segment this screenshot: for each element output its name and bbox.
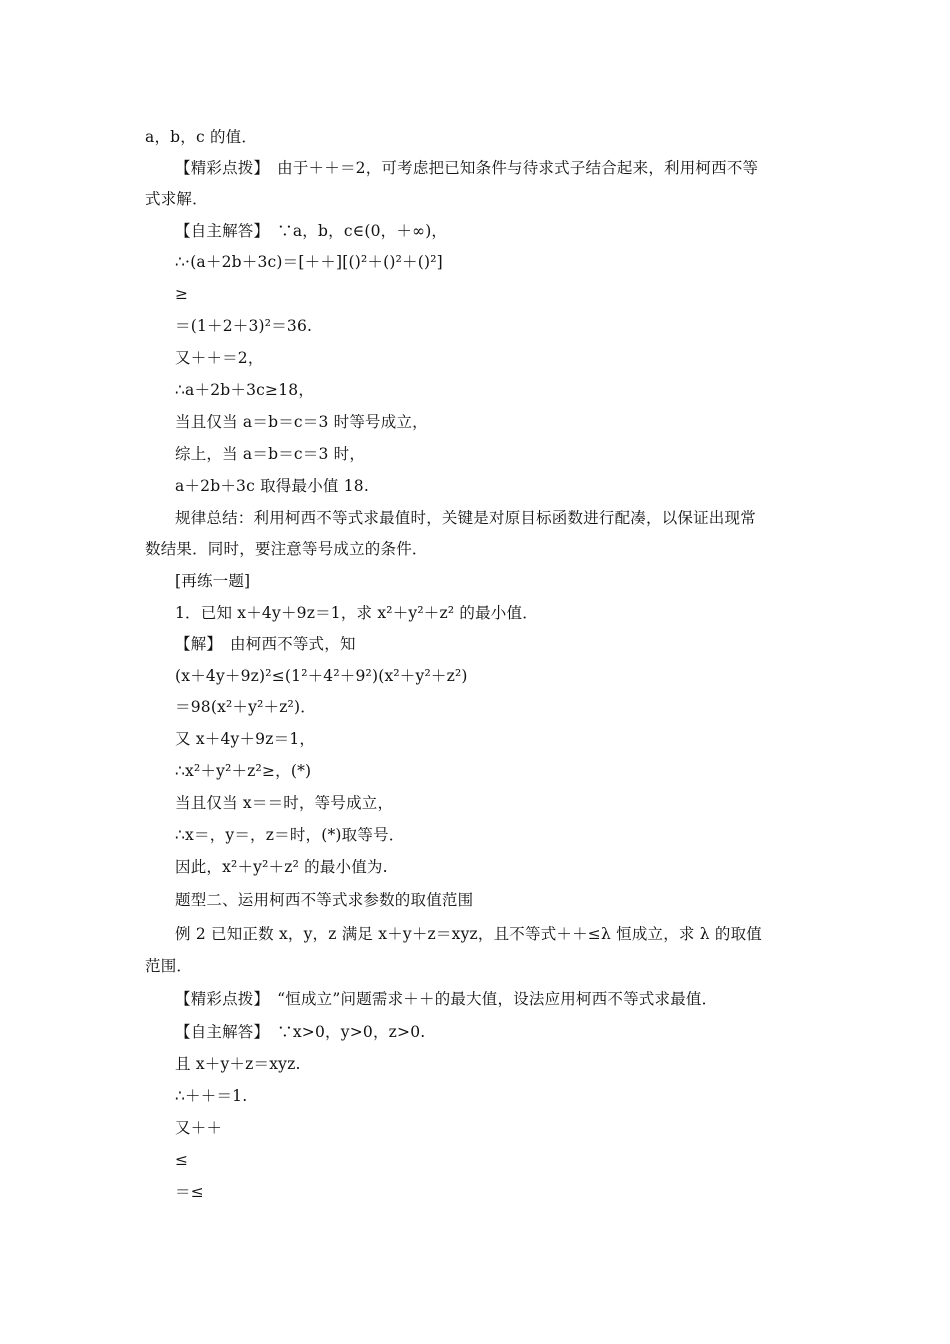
- text-line: 因此，x²＋y²＋z² 的最小值为.: [175, 858, 388, 876]
- text-line: 综上，当 a＝b＝c＝3 时，: [175, 445, 366, 463]
- text-line: 当且仅当 x＝＝时，等号成立，: [175, 794, 394, 812]
- text-line: ＝(1＋2＋3)²＝36.: [175, 317, 313, 335]
- text-line: 数结果．同时，要注意等号成立的条件．: [145, 540, 428, 558]
- text-line: 【精彩点拨】 “恒成立”问题需求＋＋的最大值，设法应用柯西不等式求最值．: [175, 990, 718, 1008]
- text-line: ∴x＝，y＝，z＝时，(*)取等号．: [175, 826, 405, 844]
- text-line: a，b，c 的值．: [145, 128, 258, 146]
- text-line: (x＋4y＋9z)²≤(1²＋4²＋9²)(x²＋y²＋z²): [175, 667, 468, 685]
- text-line: ＝98(x²＋y²＋z²)．: [175, 698, 316, 716]
- text-line: 又＋＋＝2，: [175, 349, 264, 367]
- text-line: 【解】 由柯西不等式，知: [175, 635, 356, 653]
- text-line: 又 x＋4y＋9z＝1，: [175, 730, 316, 748]
- text-line: ∴·(a＋2b＋3c)＝[＋＋][()²＋()²＋()²]: [175, 253, 443, 271]
- text-line: 又＋＋: [175, 1119, 223, 1137]
- text-line: 【自主解答】 ∵x>0，y>0，z>0.: [175, 1023, 426, 1041]
- text-line: ∴＋＋＝1.: [175, 1087, 248, 1105]
- text-line: a＋2b＋3c 取得最小值 18.: [175, 477, 369, 495]
- section-heading: 题型二、运用柯西不等式求参数的取值范围: [175, 891, 474, 909]
- text-line: 规律总结：利用柯西不等式求最值时，关键是对原目标函数进行配凑，以保证出现常: [175, 509, 756, 527]
- text-line: ∴a＋2b＋3c≥18，: [175, 381, 315, 399]
- text-line: ≤: [175, 1151, 189, 1169]
- text-line: ∴x²＋y²＋z²≥，(*): [175, 762, 312, 780]
- text-line: 当且仅当 a＝b＝c＝3 时等号成立，: [175, 413, 428, 431]
- text-line: 1．已知 x＋4y＋9z＝1，求 x²＋y²＋z² 的最小值．: [175, 604, 538, 622]
- text-line: [再练一题]: [175, 572, 251, 590]
- text-line: ≥: [175, 285, 189, 303]
- text-line: 且 x＋y＋z＝xyz.: [175, 1055, 301, 1073]
- text-line: 例 2 已知正数 x，y，z 满足 x＋y＋z＝xyz，且不等式＋＋≤λ 恒成立，求 λ 的取值: [175, 925, 763, 943]
- text-line: ＝≤: [175, 1183, 204, 1201]
- text-line: 【精彩点拨】 由于＋＋＝2，可考虑把已知条件与待求式子结合起来，利用柯西不等: [175, 159, 759, 177]
- text-line: 范围．: [145, 957, 193, 975]
- text-line: 【自主解答】 ∵a，b，c∈(0，＋∞)，: [175, 222, 448, 240]
- text-line: 式求解．: [145, 190, 208, 208]
